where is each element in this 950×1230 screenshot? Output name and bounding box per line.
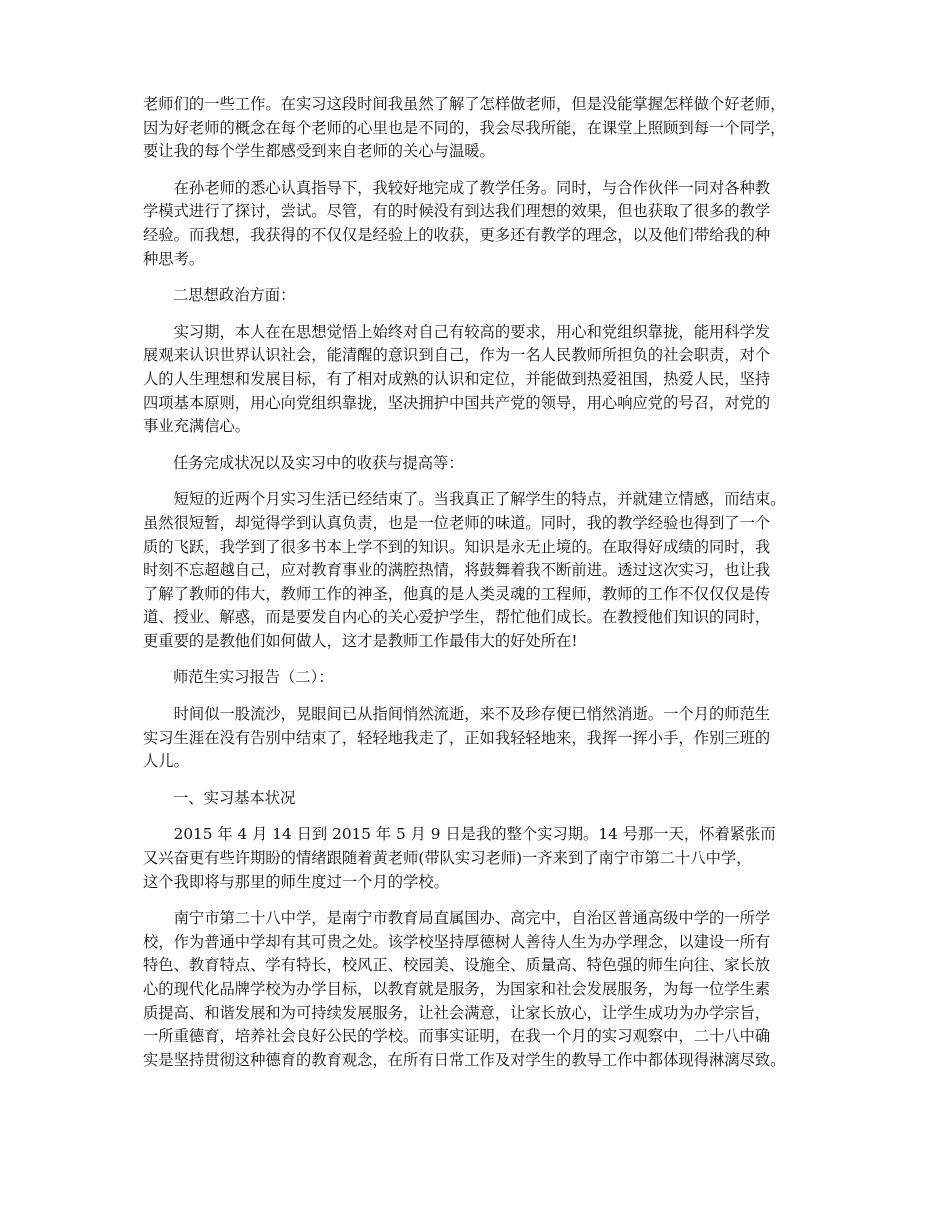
text-line: 老师们的一些工作。在实习这段时间我虽然了解了怎样做老师，但是没能掌握怎样做个好老师， xyxy=(143,95,786,113)
text-line: 心的现代化品牌学校为办学目标，以教育就是服务，为国家和社会发展服务，为每一位学生素 xyxy=(143,980,771,998)
text-line: 学模式进行了探讨，尝试。尽管，有的时候没有到达我们理想的效果，但也获取了很多的教学 xyxy=(143,202,771,221)
text-line: 虽然很短暂，却觉得学到认真负责，也是一位老师的味道。同时，我的教学经验也得到了一个 xyxy=(143,513,771,532)
text-line: 要让我的每个学生都感受到来自老师的关心与温暖。 xyxy=(143,142,495,161)
text-line: 又兴奋更有些许期盼的情绪跟随着黄老师(带队实习老师)一齐来到了南宁市第二十八中学， xyxy=(143,849,752,868)
text-line: 因为好老师的概念在每个老师的心里也是不同的，我会尽我所能，在课堂上照顾到每一个同学， xyxy=(143,118,786,137)
text-line: 质提高、和谐发展和为可持续发展服务，让社会满意，让家长放心，让学生成功为办学宗旨， xyxy=(143,1003,771,1022)
text-line: 了解了教师的伟大，教师工作的神圣，他真的是人类灵魂的工程师，教师的工作不仅仅仅是传 xyxy=(143,584,771,603)
text-line: 时间似一股流沙，晃眼间已从指间悄然流逝，来不及珍存便已悄然消逝。一个月的师范生 xyxy=(143,705,771,724)
heading-text: 任务完成状况以及实习中的收获与提高等： xyxy=(173,453,464,472)
text-line: 实是坚持贯彻这种德育的教育观念，在所有日常工作及对学生的教导工作中都体现得淋漓尽致。 xyxy=(143,1050,786,1069)
text-line: 经验。而我想，我获得的不仅仅是经验上的收获，更多还有教学的理念，以及他们带给我的种 xyxy=(143,225,771,244)
text-line: 人儿。 xyxy=(143,752,189,771)
text-line: 更重要的是教他们如何做人，这才是教师工作最伟大的好处所在! xyxy=(143,631,578,650)
heading-text: 师范生实习报告（二）： xyxy=(173,668,334,687)
text-line: 道、授业、解惑，而是要发自内心的关心爱护学生，帮忙他们成长。在教授他们知识的同时， xyxy=(143,608,771,627)
text-line: 时刻不忘超越自己，应对教育事业的满腔热情，将鼓舞着我不断前进。透过这次实习，也让我 xyxy=(143,561,771,580)
paragraph xyxy=(143,823,823,894)
paragraph xyxy=(143,488,823,653)
text-line: 特色、教育特点、学有特长，校风正、校园美、设施全、质量高、特色强的师生向往、家长放 xyxy=(143,956,771,975)
text-line: 校，作为普通中学却有其可贵之处。该学校坚持厚德树人善待人生为办学理念，以建设一所有 xyxy=(143,932,771,951)
section-heading xyxy=(143,787,823,811)
section-heading xyxy=(143,284,823,308)
heading-text: 一、实习基本状况 xyxy=(173,788,296,807)
text-line: 实习生涯在没有告别中结束了，轻轻地我走了，正如我轻轻地来，我挥一挥小手，作别三班的 xyxy=(143,728,771,747)
section-heading xyxy=(143,666,823,690)
paragraph xyxy=(143,321,823,439)
text-line: 展观来认识世界认识社会，能清醒的意识到自己，作为一名人民教师所担负的社会职责，对个 xyxy=(143,346,771,365)
section-heading xyxy=(143,452,823,476)
text-line: 一所重德育，培养社会良好公民的学校。而事实证明，在我一个月的实习观察中，二十八中确 xyxy=(143,1027,771,1046)
paragraph xyxy=(143,177,823,271)
text-line: 四项基本原则，用心向党组织靠拢，坚决拥护中国共产党的领导，用心响应党的号召，对党的 xyxy=(143,393,771,412)
document-page xyxy=(143,93,823,1085)
text-line: 短短的近两个月实习生活已经结束了。当我真正了解学生的特点，并就建立情感，而结束。 xyxy=(143,490,786,509)
paragraph xyxy=(143,907,823,1072)
text-line: 2015 年 4 月 14 日到 2015 年 5 月 9 日是我的整个实习期。14 号那一天，怀着紧张而 xyxy=(143,825,776,844)
heading-text: 二思想政治方面： xyxy=(173,286,296,305)
paragraph xyxy=(143,93,823,164)
text-line: 人的人生理想和发展目标，有了相对成熟的认识和定位，并能做到热爱祖国，热爱人民，坚持 xyxy=(143,369,771,388)
text-line: 在孙老师的悉心认真指导下，我较好地完成了教学任务。同时，与合作伙伴一同对各种教 xyxy=(143,178,771,197)
text-line: 这个我即将与那里的师生度过一个月的学校。 xyxy=(143,872,449,891)
text-line: 事业充满信心。 xyxy=(143,417,251,436)
text-line: 质的飞跃，我学到了很多书本上学不到的知识。知识是永无止境的。在取得好成绩的同时，我 xyxy=(143,537,771,556)
text-line: 种思考。 xyxy=(143,249,205,268)
text-line: 实习期，本人在在思想觉悟上始终对自己有较高的要求，用心和党组织靠拢，能用科学发 xyxy=(143,322,771,341)
text-line: 南宁市第二十八中学，是南宁市教育局直属国办、高完中，自治区普通高级中学的一所学 xyxy=(143,909,771,928)
paragraph xyxy=(143,703,823,774)
